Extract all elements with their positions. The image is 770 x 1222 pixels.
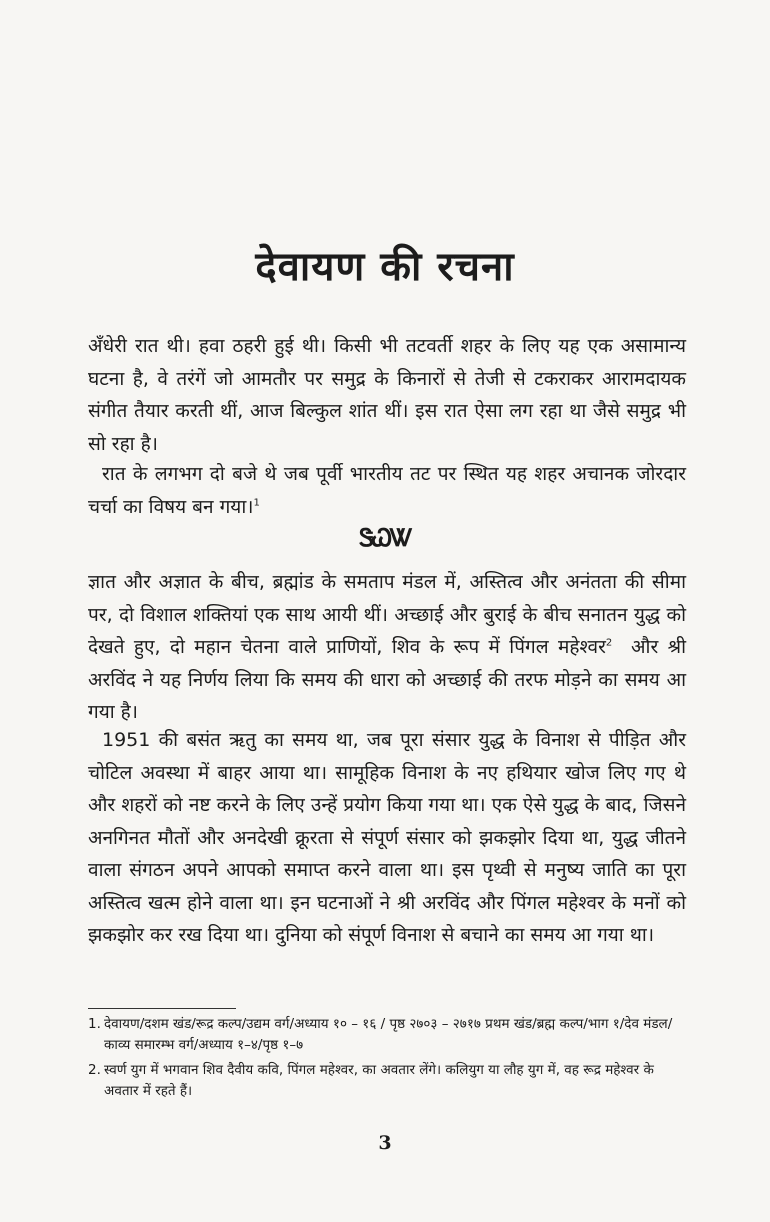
paragraph-4 <box>88 724 686 952</box>
paragraph-4-text: 1951 की बसंत ऋतु का समय था, जब पूरा संसार युद्ध के विनाश से पीड़ित और चोटिल अवस्था में बाहर आया था। सामूहिक विनाश के नए हथियार खोज लिए गए थे और शहरों को नष्ट करने के लिए उन्हें प्रयोग किया गया था। एक ऐसे युद्ध के बाद, जिसने अनगिनत मौतों और अनदेखी क्रूरता से संपूर्ण संसार को झकझोर दिया था, युद्ध जीतने वाला संगठन अपने आपको समाप्त करने वाला था। इस पृथ्वी से मनुष्य जाति का पूरा अस्तित्व खत्म होने वाला था। इन घटनाओं ने श्री अरविंद और पिंगल महेश्वर के मनों को झकझोर कर रख दिया था। दुनिया को संपूर्ण विनाश से बचाने का समय आ गया था। <box>88 729 686 946</box>
footnote-ref-2: 2 <box>605 637 613 649</box>
footnote-2 <box>88 1060 688 1102</box>
footnote-divider <box>88 1008 236 1009</box>
footnotes <box>88 1014 688 1106</box>
footnote-ref-1: 1 <box>253 497 260 509</box>
footnote-2-text: स्वर्ण युग में भगवान शिव दैवीय कवि, पिंगल महेश्वर, का अवतार लेंगे। कलियुग या लौह युग में, वह रूद्र महेश्वर के अवतार में रहते हैं। <box>104 1062 654 1099</box>
paragraph-3-text-a: ज्ञात और अज्ञात के बीच, ब्रह्मांड के समताप मंडल में, अस्तित्व और अनंतता की सीमा पर, दो विशाल शक्तियां एक साथ आयी थीं। अच्छाई और बुराई के बीच सनातन युद्ध को देखते हुए, दो महान चेतना वाले प्राणियों, शिव के रूप में पिंगल महेश्वर <box>88 571 686 658</box>
paragraph-3-text-b: और श्री अरविंद ने यह निर्णय लिया कि समय की धारा को अच्छाई की तरफ मोड़ने का समय आ गया है। <box>88 636 686 723</box>
paragraph-1 <box>88 330 686 460</box>
paragraph-3 <box>88 566 686 729</box>
footnote-2-number: 2. <box>88 1062 101 1078</box>
paragraph-1-text: अँधेरी रात थी। हवा ठहरी हुई थी। किसी भी तटवर्ती शहर के लिए यह एक असामान्य घटना है, वे तरंगें जो आमतौर पर समुद्र के किनारों से तेजी से टकराकर आरामदायक संगीत तैयार करती थीं, आज बिल्कुल शांत थीं। इस रात ऐसा लग रहा था जैसे समुद्र भी सो रहा है। <box>88 335 686 455</box>
section-ornament: ᏕᏇᏔ <box>359 524 411 552</box>
paragraph-2 <box>88 458 686 523</box>
chapter-title: देवायण की रचना <box>255 243 515 290</box>
footnote-1-number: 1. <box>88 1016 101 1032</box>
footnote-1 <box>88 1014 688 1056</box>
footnote-1-text: देवायण/दशम खंड/रूद्र कल्प/उद्यम वर्ग/अध्याय १० – १६ / पृष्ठ २७०३ – २७१७ प्रथम खंड/ब्रह्म कल्प/भाग १/देव मंडल/काव्य समारम्भ वर्ग/अध्याय १–४/पृष्ठ १–७ <box>104 1016 673 1053</box>
paragraph-2-text: रात के लगभग दो बजे थे जब पूर्वी भारतीय तट पर स्थित यह शहर अचानक जोरदार चर्चा का विषय बन गया। <box>88 463 686 518</box>
page-number: 3 <box>378 1132 392 1154</box>
